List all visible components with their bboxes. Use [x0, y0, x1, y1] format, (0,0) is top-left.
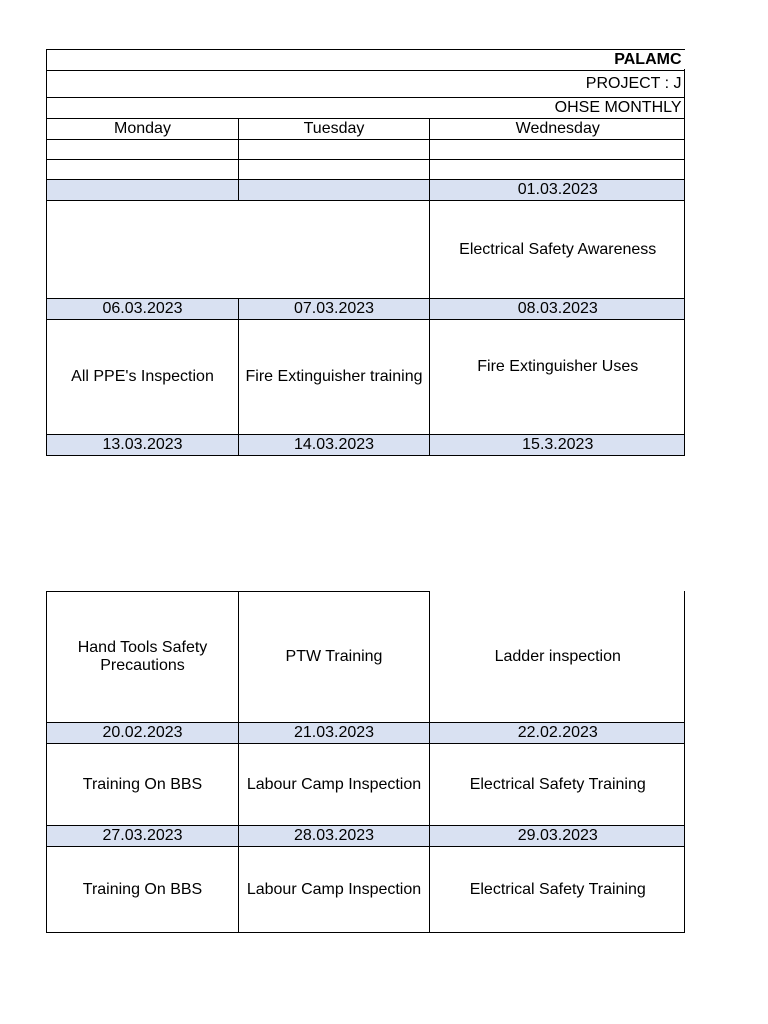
- topic-row: [47, 201, 686, 299]
- topic-cell: Training On BBS: [47, 744, 239, 826]
- title-row: [47, 50, 686, 71]
- blank-cell: [430, 140, 686, 160]
- topic-cell: [47, 201, 430, 299]
- date-cell: 14.03.2023: [239, 435, 430, 456]
- date-cell: 06.03.2023: [47, 299, 239, 320]
- topic-row: [47, 847, 686, 933]
- right-gridline-upper: [684, 69, 685, 456]
- company-title: PALAMC: [47, 50, 686, 71]
- weekday-header-row: [47, 119, 686, 140]
- topic-cell: Labour Camp Inspection: [239, 744, 430, 826]
- topic-cell: Hand Tools Safety Precautions: [47, 592, 239, 723]
- date-cell: 22.02.2023: [430, 723, 686, 744]
- date-cell: 29.03.2023: [430, 826, 686, 847]
- date-cell: 07.03.2023: [239, 299, 430, 320]
- date-cell: 15.3.2023: [430, 435, 686, 456]
- schedule-table-lower: [46, 591, 686, 933]
- date-cell: [47, 180, 239, 201]
- topic-cell: PTW Training: [239, 592, 430, 723]
- date-row: [47, 180, 686, 201]
- blank-cell: [47, 160, 239, 180]
- date-cell: 27.03.2023: [47, 826, 239, 847]
- topic-cell: Fire Extinguisher training: [239, 320, 430, 435]
- topic-cell: Labour Camp Inspection: [239, 847, 430, 933]
- blank-row: [47, 140, 686, 160]
- subtitle-row: [47, 98, 686, 119]
- topic-row: [47, 592, 686, 723]
- date-cell: 28.03.2023: [239, 826, 430, 847]
- topic-row: [47, 744, 686, 826]
- project-row: [47, 71, 686, 98]
- weekday-header: Wednesday: [430, 119, 686, 140]
- blank-cell: [430, 160, 686, 180]
- topic-cell: Ladder inspection: [430, 592, 686, 723]
- weekday-header: Monday: [47, 119, 239, 140]
- topic-cell: Electrical Safety Training: [430, 847, 686, 933]
- blank-row: [47, 160, 686, 180]
- topic-cell: Electrical Safety Awareness: [430, 201, 686, 299]
- topic-cell: Training On BBS: [47, 847, 239, 933]
- date-cell: 20.02.2023: [47, 723, 239, 744]
- topic-row: [47, 320, 686, 435]
- date-cell: 13.03.2023: [47, 435, 239, 456]
- blank-cell: [47, 140, 239, 160]
- page-clip: [685, 40, 768, 1024]
- schedule-table-upper: [46, 49, 686, 456]
- date-cell: 01.03.2023: [430, 180, 686, 201]
- topic-cell: Fire Extinguisher Uses: [430, 320, 686, 435]
- topic-cell: Electrical Safety Training: [430, 744, 686, 826]
- date-cell: 21.03.2023: [239, 723, 430, 744]
- topic-cell: All PPE's Inspection: [47, 320, 239, 435]
- date-cell: [239, 180, 430, 201]
- project-label: PROJECT : J: [47, 71, 686, 98]
- right-gridline-lower: [684, 591, 685, 932]
- plan-subtitle: OHSE MONTHLY: [47, 98, 686, 119]
- date-row: [47, 435, 686, 456]
- date-row: [47, 299, 686, 320]
- weekday-header: Tuesday: [239, 119, 430, 140]
- blank-cell: [239, 140, 430, 160]
- blank-cell: [239, 160, 430, 180]
- date-cell: 08.03.2023: [430, 299, 686, 320]
- date-row: [47, 826, 686, 847]
- date-row: [47, 723, 686, 744]
